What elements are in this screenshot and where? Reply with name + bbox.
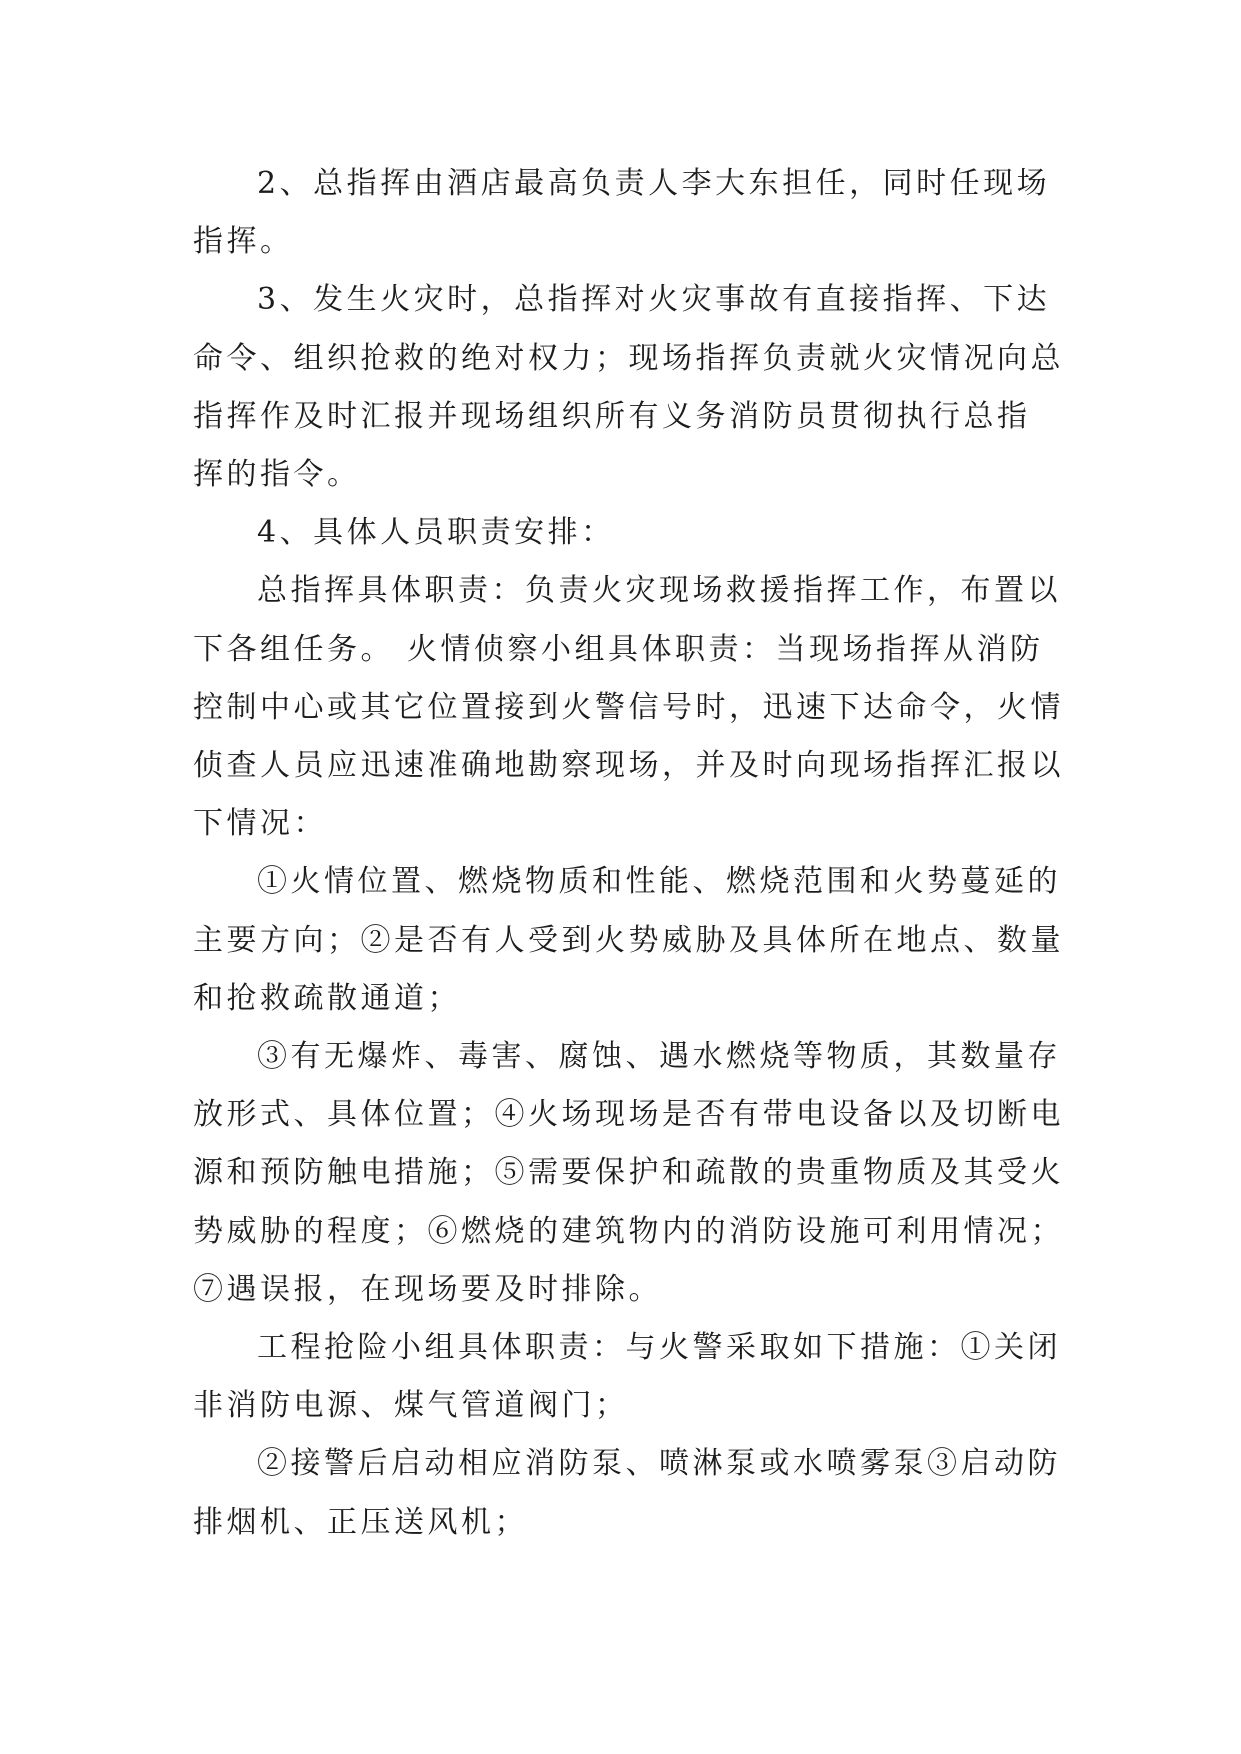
text-line: 侦查人员应迅速准确地勘察现场，并及时向现场指挥汇报以 (193, 748, 1064, 784)
text-line: 挥的指令。 (193, 457, 361, 493)
text-line: 下各组任务。 火情侦察小组具体职责：当现场指挥从消防 (193, 631, 1044, 667)
text-line: 放形式、具体位置；④火场现场是否有带电设备以及切断电 (193, 1097, 1064, 1133)
text-line: 非消防电源、煤气管道阀门； (193, 1388, 629, 1424)
text-line: ①火情位置、燃烧物质和性能、燃烧范围和火势蔓延的 (257, 864, 1061, 900)
text-line: 4、具体人员职责安排： (257, 515, 615, 551)
paragraph-engineering-team (193, 1319, 1083, 1435)
text-line: 命令、组织抢救的绝对权力；现场指挥负责就火灾情况向总 (193, 340, 1064, 376)
text-line: 源和预防触电措施；⑤需要保护和疏散的贵重物质及其受火 (193, 1155, 1064, 1191)
paragraph-commander-duties (193, 562, 1083, 853)
text-line: ③有无爆炸、毒害、腐蚀、遇水燃烧等物质，其数量存 (257, 1039, 1061, 1075)
paragraph-fire-situation (193, 853, 1083, 1028)
text-line: 3、发生火灾时，总指挥对火灾事故有直接指挥、下达 (257, 282, 1051, 318)
text-line: 控制中心或其它位置接到火警信号时，迅速下达命令，火情 (193, 689, 1064, 725)
paragraph-fire-authority (193, 271, 1083, 504)
text-line: 下情况： (193, 806, 327, 842)
text-line: 2、总指挥由酒店最高负责人李大东担任，同时任现场 (257, 166, 1051, 201)
text-line: 和抢救疏散通道； (193, 980, 461, 1016)
text-line: 指挥作及时汇报并现场组织所有义务消防员贯彻执行总指 (193, 398, 1031, 434)
paragraph-duties-heading (193, 504, 1083, 562)
paragraph-pumps (193, 1435, 1083, 1551)
text-line: ②接警后启动相应消防泵、喷淋泵或水喷雾泵③启动防 (257, 1446, 1061, 1482)
document-body (193, 155, 1083, 1552)
text-line: 排烟机、正压送风机； (193, 1504, 528, 1540)
text-line: 工程抢险小组具体职责：与火警采取如下措施：①关闭 (257, 1330, 1061, 1366)
text-line: 势威胁的程度；⑥燃烧的建筑物内的消防设施可利用情况； (193, 1213, 1064, 1249)
paragraph-hazards (193, 1028, 1083, 1319)
paragraph-commander (193, 155, 1083, 271)
text-line: 指挥。 (193, 224, 294, 260)
text-line: 总指挥具体职责：负责火灾现场救援指挥工作，布置以 (257, 573, 1061, 609)
text-line: 主要方向；②是否有人受到火势威胁及具体所在地点、数量 (193, 922, 1064, 958)
text-line: ⑦遇误报，在现场要及时排除。 (193, 1271, 662, 1307)
